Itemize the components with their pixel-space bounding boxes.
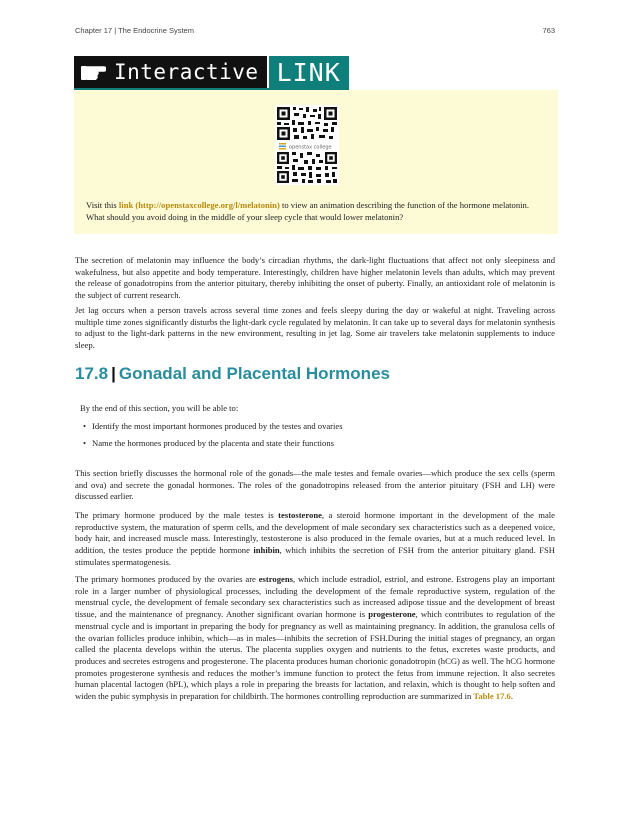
section-title: Gonadal and Placental Hormones xyxy=(118,364,390,383)
paragraph-estrogens: The primary hormones produced by the ovaries are estrogens, which include estradiol, estriol, and estrone. Estrogens play an important role in a larger number of physiological processes, including the development of the female reproductive system, regulation of the menstrual cycle, the development of female secondary sex characteristics such as increased adipose tissue and the development of breast tissue, and the maintenance of pregnancy. Another significant ovarian hormone is progesterone, which contributes to regulation of the menstrual cycle and is important in preparing the body for pregnancy as well as maintaining pregnancy. In addition, the granulosa cells of the ovarian follicles produce inhibin, which—as in males—inhibits the secretion of FSH.During the initial stages of pregnancy, an organ called the placenta develops within the uterus. The placenta supplies oxygen and nutrients to the fetus, excretes waste products, and produces and secretes estrogens and progesterone. The placenta produces human chorionic gonadotropin (hCG) as well. The hCG hormone promotes progesterone synthesis and reduces the mother’s immune function to protect the fetus from immune rejection. It also secretes human placental lactogen (hPL), which plays a role in preparing the breasts for lactation, and relaxin, which is thought to help soften and widen the pubic symphysis in preparation for childbirth. The hormones controlling reproduction are summarized in Table 17.6. xyxy=(75,574,555,702)
page-number: 763 xyxy=(542,26,555,35)
section-number: 17.8 xyxy=(75,364,109,383)
interactive-link-box xyxy=(74,90,558,234)
term-testosterone: testosterone xyxy=(278,510,322,520)
qr-caption: openstax college xyxy=(289,144,332,151)
section-separator: | xyxy=(111,364,116,383)
banner-interactive-label: Interactive xyxy=(114,60,259,84)
objectives-list xyxy=(80,421,550,450)
paragraph-gonads-intro: This section briefly discusses the hormonal role of the gonads—the male testes and female ovaries—which produce the sex cells (sperm and ova) and secrete the gonadal hormones. The roles of the gonadotropins released from the anterior pituitary (FSH and LH) were discussed earlier. xyxy=(75,468,555,502)
pointing-hand-icon xyxy=(80,60,106,84)
chapter-title: Chapter 17 | The Endocrine System xyxy=(75,26,194,35)
table-reference-link[interactable]: Table 17.6 xyxy=(473,691,511,702)
learning-objectives xyxy=(80,403,550,456)
interactive-link-banner xyxy=(74,56,349,88)
term-progesterone: progesterone xyxy=(368,609,416,620)
melatonin-link[interactable]: link (http://openstaxcollege.org/l/melatonin) xyxy=(118,200,280,210)
list-item: • Identify the most important hormones produced by the testes and ovaries xyxy=(80,421,550,433)
paragraph-testosterone: The primary hormone produced by the male testes is testosterone, a steroid hormone important in the development of the male reproductive system, the maturation of sperm cells, and the development of male secondary sex characteristics such as a deepened voice, body hair, and increased muscle mass. Interestingly, testosterone is also produced in the female ovaries, but at a much reduced level. In addition, the testes produce the peptide hormone inhibin, which inhibits the secretion of FSH from the anterior pituitary gland. FSH stimulates spermatogenesis. xyxy=(75,510,556,567)
section-heading xyxy=(75,364,390,384)
term-estrogens: estrogens xyxy=(258,574,293,584)
objectives-intro: By the end of this section, you will be able to: xyxy=(80,403,239,413)
paragraph-jet-lag: Jet lag occurs when a person travels across several time zones and feels sleepy during the day or wakeful at night. Traveling across multiple time zones significantly disturbs the light-dark cycle regulated by melatonin. It can take up to several days for melatonin synthesis to adjust to the light-dark patterns in the new environment, resulting in jet lag. Some air travelers take melatonin supplements to induce sleep. xyxy=(75,305,555,351)
paragraph-melatonin-effects: The secretion of melatonin may influence the body’s circadian rhythms, the dark-light fluctuations that affect not only sleepiness and wakefulness, but also appetite and body temperature. Interestingly, children have higher melatonin levels than adults, which may prevent the release of gonadotropins from the anterior pituitary, thereby inhibiting the onset of puberty. Finally, an antioxidant role of melatonin is the subject of current research. xyxy=(75,255,555,301)
link-description: Visit this link (http://openstaxcollege.org/l/melatonin) to view an animation describing the function of the hormone melatonin. What should you avoid doing in the middle of your sleep cycle that would lower melatonin? xyxy=(86,200,529,222)
running-header xyxy=(75,26,555,38)
term-inhibin: inhibin xyxy=(253,545,280,556)
banner-link-label: LINK xyxy=(269,56,349,88)
list-item: • Name the hormones produced by the placenta and state their functions xyxy=(80,438,550,450)
qr-code[interactable] xyxy=(275,105,339,185)
